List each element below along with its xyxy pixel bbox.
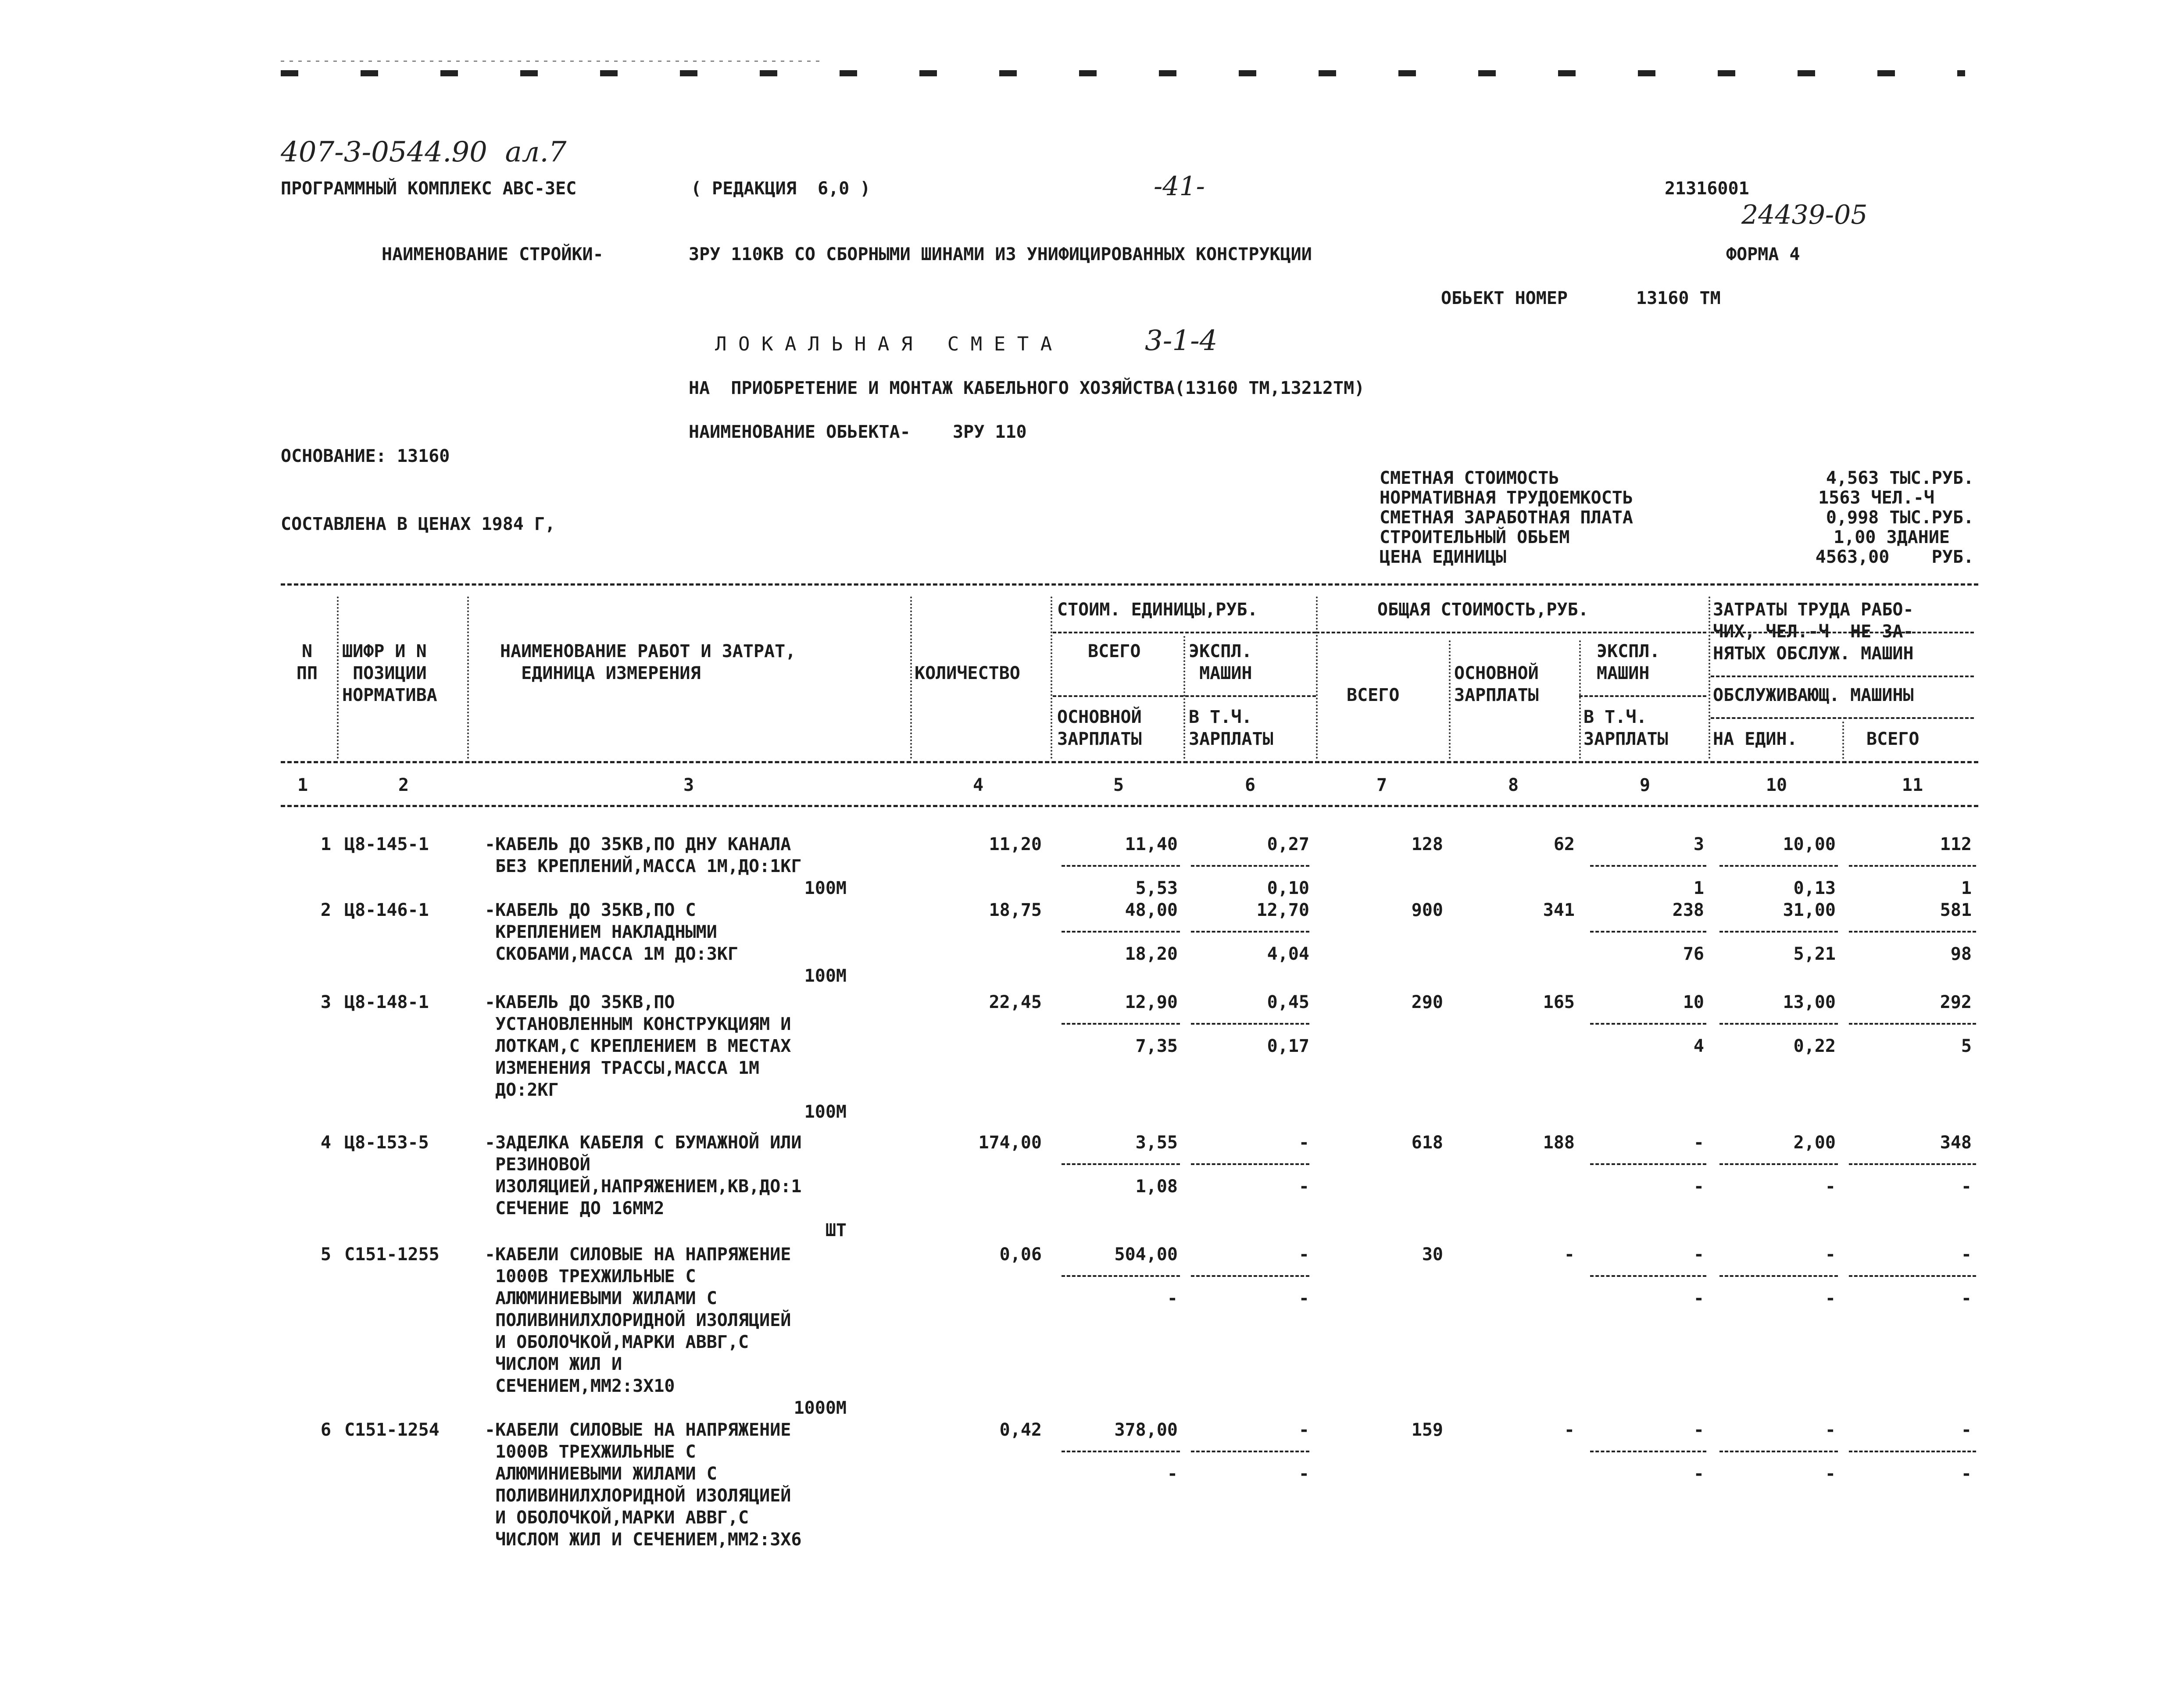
- header-subrule: [1711, 717, 1974, 719]
- row-unit: 100М: [804, 1102, 847, 1122]
- basis: ОСНОВАНИЕ: 13160: [281, 446, 450, 466]
- cell-underline: [1062, 1163, 1180, 1165]
- cell-underline: [1849, 1451, 1976, 1452]
- column-number: 11: [1902, 775, 1923, 795]
- header-unit-cost: СТОИМ. ЕДИНИЦЫ,РУБ.: [1057, 600, 1258, 620]
- header-total-machines: ЭКСПЛ. МАШИН: [1597, 641, 1660, 683]
- row-unit-machines: 0,27: [1267, 834, 1309, 854]
- cell-underline: [1191, 1451, 1309, 1452]
- row-labor-service-unit: -: [1825, 1176, 1836, 1197]
- header-total-base-wage: ОСНОВНОЙ ЗАРПЛАТЫ: [1454, 663, 1539, 705]
- row-code: Ц8-145-1: [344, 834, 429, 854]
- header-col-qty: КОЛИЧЕСТВО: [915, 663, 1020, 683]
- header-total-incl-wage: В Т.Ч. ЗАРПЛАТЫ: [1583, 707, 1668, 749]
- row-unit: ШТ: [825, 1220, 847, 1240]
- summary-value: 4,563 ТЫС.РУБ.: [1826, 468, 1974, 488]
- row-labor-per-unit: 10,00: [1783, 834, 1836, 854]
- column-number-rule: [281, 805, 1978, 807]
- cell-underline: [1062, 1275, 1180, 1277]
- row-labor-total: -: [1961, 1244, 1972, 1265]
- row-total: 128: [1411, 834, 1443, 854]
- cell-underline: [1062, 1023, 1180, 1025]
- row-total-incl-wage: -: [1693, 1288, 1704, 1308]
- header-labor-total: ВСЕГО: [1866, 729, 1919, 749]
- row-code: С151-1254: [344, 1420, 440, 1440]
- header-subrule: [1579, 695, 1706, 697]
- row-labor-per-unit: 13,00: [1783, 992, 1836, 1012]
- document-title: Л О К А Л Ь Н А Я С М Е Т А: [715, 333, 1052, 355]
- row-quantity: 174,00: [978, 1133, 1042, 1153]
- header-unit-total: ВСЕГО: [1088, 641, 1141, 661]
- header-labor-per-unit: НА ЕДИН.: [1713, 729, 1798, 749]
- row-unit-base-wage: 18,20: [1125, 944, 1178, 964]
- row-number: 2: [320, 900, 331, 920]
- row-unit-incl-wage: -: [1298, 1288, 1309, 1308]
- object-number-label: ОБЬЕКТ НОМЕР: [1441, 288, 1568, 308]
- top-perforation: [281, 70, 1965, 76]
- row-unit-base-wage: 5,53: [1135, 878, 1178, 898]
- row-unit-base-wage: 7,35: [1135, 1036, 1178, 1056]
- cell-underline: [1719, 1023, 1838, 1025]
- header-separator: [910, 597, 912, 759]
- header-total-all: ВСЕГО: [1347, 685, 1400, 705]
- row-labor-service-unit: 0,13: [1793, 878, 1836, 898]
- row-labor-service-unit: 0,22: [1793, 1036, 1836, 1056]
- row-total: 159: [1411, 1420, 1443, 1440]
- row-total-base-wage: 165: [1543, 992, 1575, 1012]
- cell-underline: [1719, 1451, 1838, 1452]
- row-total-base-wage: -: [1564, 1244, 1575, 1265]
- row-unit-total: 48,00: [1125, 900, 1178, 920]
- cell-underline: [1191, 931, 1309, 933]
- column-number: 6: [1244, 775, 1256, 795]
- row-unit-machines: -: [1298, 1133, 1309, 1153]
- row-unit-total: 3,55: [1135, 1133, 1178, 1153]
- summary-label: СМЕТНАЯ СТОИМОСТЬ: [1380, 468, 1559, 488]
- row-name: -КАБЕЛИ СИЛОВЫЕ НА НАПРЯЖЕНИЕ 1000В ТРЕХЖИЛЬНЫЕ С АЛЮМИНИЕВЫМИ ЖИЛАМИ С ПОЛИВИНИЛХЛОРИДНОЙ ИЗОЛЯЦИЕЙ И ОБОЛОЧКОЙ,МАРКИ АВВГ,С ЧИСЛОМ ЖИЛ И СЕЧЕНИЕМ,ММ2:3Х10: [485, 1244, 791, 1396]
- header-separator: [1183, 636, 1185, 759]
- program-name: ПРОГРАММНЫЙ КОМПЛЕКС АВС-3ЕС: [281, 179, 577, 199]
- header-separator: [467, 597, 469, 759]
- row-total-base-wage: 341: [1543, 900, 1575, 920]
- row-total: 900: [1411, 900, 1443, 920]
- object-name: НАИМЕНОВАНИЕ ОБЬЕКТА- ЗРУ 110: [689, 422, 1027, 442]
- header-col-name: НАИМЕНОВАНИЕ РАБОТ И ЗАТРАТ, ЕДИНИЦА ИЗМЕРЕНИЯ: [500, 641, 796, 683]
- header-subrule: [1053, 632, 1316, 633]
- cell-underline: [1062, 1451, 1180, 1452]
- row-unit: 100М: [804, 878, 847, 898]
- row-quantity: 0,06: [999, 1244, 1042, 1265]
- header-separator: [1579, 640, 1581, 759]
- summary-value: 4563,00 РУБ.: [1815, 547, 1974, 567]
- header-separator: [1709, 597, 1710, 759]
- row-unit-total: 12,90: [1125, 992, 1178, 1012]
- row-name: -КАБЕЛЬ ДО 35КВ,ПО ДНУ КАНАЛА БЕЗ КРЕПЛЕНИЙ,МАССА 1М,ДО:1КГ: [485, 834, 802, 876]
- row-unit-machines: 0,45: [1267, 992, 1309, 1012]
- row-labor-service-unit: -: [1825, 1464, 1836, 1484]
- column-number: 2: [398, 775, 409, 795]
- column-number: 3: [683, 775, 694, 795]
- row-unit: 100М: [804, 966, 847, 986]
- row-labor-total: 292: [1940, 992, 1972, 1012]
- cell-underline: [1191, 1023, 1309, 1025]
- table-top-rule: [281, 583, 1978, 586]
- header-unit-base-wage: ОСНОВНОЙ ЗАРПЛАТЫ: [1057, 707, 1142, 749]
- header-separator: [1316, 597, 1318, 759]
- cell-underline: [1062, 865, 1180, 867]
- row-total-machines: -: [1693, 1420, 1704, 1440]
- row-name: -КАБЕЛИ СИЛОВЫЕ НА НАПРЯЖЕНИЕ 1000В ТРЕХЖИЛЬНЫЕ С АЛЮМИНИЕВЫМИ ЖИЛАМИ С ПОЛИВИНИЛХЛОРИДНОЙ ИЗОЛЯЦИЕЙ И ОБОЛОЧКОЙ,МАРКИ АВВГ,С ЧИСЛОМ ЖИЛ И СЕЧЕНИЕМ,ММ2:3Х6: [485, 1420, 802, 1550]
- header-unit-incl-wage: В Т.Ч. ЗАРПЛАТЫ: [1189, 707, 1273, 749]
- row-labor-service-unit: -: [1825, 1288, 1836, 1308]
- cell-underline: [1590, 1023, 1706, 1025]
- row-total: 290: [1411, 992, 1443, 1012]
- cell-underline: [1719, 1275, 1838, 1277]
- row-labor-service-total: -: [1961, 1288, 1972, 1308]
- header-unit-machines: ЭКСПЛ. МАШИН: [1189, 641, 1252, 683]
- row-total-base-wage: 188: [1543, 1133, 1575, 1153]
- row-code: Ц8-146-1: [344, 900, 429, 920]
- cell-underline: [1849, 1163, 1976, 1165]
- cell-underline: [1191, 1163, 1309, 1165]
- column-number: 7: [1376, 775, 1387, 795]
- row-total-incl-wage: 4: [1693, 1036, 1704, 1056]
- row-labor-service-total: 98: [1950, 944, 1972, 964]
- row-unit-base-wage: -: [1167, 1464, 1178, 1484]
- cell-underline: [1849, 931, 1976, 933]
- row-unit-total: 378,00: [1114, 1420, 1178, 1440]
- column-number: 5: [1113, 775, 1124, 795]
- summary-label: СМЕТНАЯ ЗАРАБОТНАЯ ПЛАТА: [1380, 508, 1633, 528]
- row-name: -ЗАДЕЛКА КАБЕЛЯ С БУМАЖНОЙ ИЛИ РЕЗИНОВОЙ ИЗОЛЯЦИЕЙ,НАПРЯЖЕНИЕМ,КВ,ДО:1 СЕЧЕНИЕ ДО 16ММ2: [485, 1133, 802, 1219]
- row-total-base-wage: -: [1564, 1420, 1575, 1440]
- prices-year: СОСТАВЛЕНА В ЦЕНАХ 1984 Г,: [281, 514, 556, 534]
- row-total-machines: -: [1693, 1133, 1704, 1153]
- cell-underline: [1191, 1275, 1309, 1277]
- row-unit-total: 504,00: [1114, 1244, 1178, 1265]
- row-unit-incl-wage: 0,17: [1267, 1036, 1309, 1056]
- header-subrule: [1316, 632, 1706, 633]
- row-total-incl-wage: -: [1693, 1176, 1704, 1197]
- row-number: 4: [320, 1133, 331, 1153]
- row-name: -КАБЕЛЬ ДО 35КВ,ПО С КРЕПЛЕНИЕМ НАКЛАДНЫМИ СКОБАМИ,МАССА 1М ДО:3КГ: [485, 900, 738, 964]
- header-separator: [1051, 597, 1052, 759]
- header-labor-service: ОБСЛУЖИВАЮЩ. МАШИНЫ: [1713, 685, 1914, 705]
- row-quantity: 11,20: [989, 834, 1042, 854]
- top-faint-marks: [518, 61, 825, 62]
- row-unit: 1000М: [794, 1398, 847, 1418]
- edition: ( РЕДАКЦИЯ 6,0 ): [691, 179, 871, 199]
- row-code: Ц8-148-1: [344, 992, 429, 1012]
- doc-number: 21316001: [1665, 179, 1749, 199]
- construction-name: ЗРУ 110КВ СО СБОРНЫМИ ШИНАМИ ИЗ УНИФИЦИРОВАННЫХ КОНСТРУКЦИИ: [689, 244, 1312, 265]
- cell-underline: [1590, 1275, 1706, 1277]
- cell-underline: [1062, 931, 1180, 933]
- row-labor-total: 348: [1940, 1133, 1972, 1153]
- header-col-num: N ПП: [296, 641, 318, 683]
- row-total-machines: 238: [1672, 900, 1704, 920]
- header-labor: ЗАТРАТЫ ТРУДА РАБО- ЧИХ, ЧЕЛ.-Ч НЕ ЗА- НЯТЫХ ОБСЛУЖ. МАШИН: [1713, 600, 1914, 664]
- cell-underline: [1849, 865, 1976, 867]
- row-total-machines: -: [1693, 1244, 1704, 1265]
- column-number: 1: [297, 775, 308, 795]
- row-quantity: 18,75: [989, 900, 1042, 920]
- row-labor-per-unit: 31,00: [1783, 900, 1836, 920]
- row-labor-per-unit: 2,00: [1793, 1133, 1836, 1153]
- summary-label: СТРОИТЕЛЬНЫЙ ОБЬЕМ: [1380, 527, 1570, 547]
- top-faint-marks: [281, 61, 544, 62]
- header-separator: [1842, 722, 1844, 759]
- row-name: -КАБЕЛЬ ДО 35КВ,ПО УСТАНОВЛЕННЫМ КОНСТРУКЦИЯМ И ЛОТКАМ,С КРЕПЛЕНИЕМ В МЕСТАХ ИЗМЕНЕНИЯ ТРАССЫ,МАССА 1М ДО:2КГ: [485, 992, 791, 1100]
- row-labor-total: -: [1961, 1420, 1972, 1440]
- construction-label: НАИМЕНОВАНИЕ СТРОЙКИ-: [382, 244, 604, 265]
- row-labor-service-total: -: [1961, 1176, 1972, 1197]
- object-number: 13160 ТМ: [1636, 288, 1721, 308]
- form-label: ФОРМА 4: [1726, 244, 1800, 265]
- row-code: С151-1255: [344, 1244, 440, 1265]
- cell-underline: [1849, 1023, 1976, 1025]
- column-number: 10: [1766, 775, 1787, 795]
- cell-underline: [1719, 1163, 1838, 1165]
- row-total-machines: 3: [1693, 834, 1704, 854]
- column-number: 4: [972, 775, 984, 795]
- row-total: 618: [1411, 1133, 1443, 1153]
- row-unit-base-wage: -: [1167, 1288, 1178, 1308]
- row-total-base-wage: 62: [1553, 834, 1575, 854]
- row-total-machines: 10: [1683, 992, 1704, 1012]
- page-number: -41-: [1154, 171, 1205, 202]
- row-number: 5: [320, 1244, 331, 1265]
- handwritten-number: 24439-05: [1741, 200, 1868, 230]
- header-separator: [337, 597, 339, 759]
- cell-underline: [1590, 865, 1706, 867]
- summary-value: 1563 ЧЕЛ.-Ч: [1818, 488, 1934, 508]
- handwritten-code: 407-3-0544.90 ал.7: [281, 136, 567, 168]
- row-number: 6: [320, 1420, 331, 1440]
- row-unit-base-wage: 1,08: [1135, 1176, 1178, 1197]
- row-labor-per-unit: -: [1825, 1244, 1836, 1265]
- cell-underline: [1590, 1451, 1706, 1452]
- row-labor-service-total: 1: [1961, 878, 1972, 898]
- row-quantity: 22,45: [989, 992, 1042, 1012]
- column-number: 8: [1508, 775, 1519, 795]
- row-total-incl-wage: -: [1693, 1464, 1704, 1484]
- row-total: 30: [1422, 1244, 1443, 1265]
- header-total-cost: ОБЩАЯ СТОИМОСТЬ,РУБ.: [1377, 600, 1589, 620]
- handwritten-title-suffix: 3-1-4: [1145, 325, 1218, 357]
- row-labor-per-unit: -: [1825, 1420, 1836, 1440]
- row-labor-service-unit: 5,21: [1793, 944, 1836, 964]
- row-total-incl-wage: 76: [1683, 944, 1704, 964]
- row-number: 3: [320, 992, 331, 1012]
- cell-underline: [1719, 931, 1838, 933]
- row-quantity: 0,42: [999, 1420, 1042, 1440]
- row-code: Ц8-153-5: [344, 1133, 429, 1153]
- row-labor-service-total: 5: [1961, 1036, 1972, 1056]
- column-number: 9: [1639, 775, 1651, 795]
- summary-value: 1,00 ЗДАНИЕ: [1834, 527, 1950, 547]
- summary-label: НОРМАТИВНАЯ ТРУДОЕМКОСТЬ: [1380, 488, 1633, 508]
- row-unit-incl-wage: 0,10: [1267, 878, 1309, 898]
- summary-value: 0,998 ТЫС.РУБ.: [1826, 508, 1974, 528]
- cell-underline: [1849, 1275, 1976, 1277]
- header-subrule: [1711, 676, 1974, 677]
- row-unit-incl-wage: -: [1298, 1464, 1309, 1484]
- row-unit-machines: 12,70: [1256, 900, 1309, 920]
- row-labor-service-total: -: [1961, 1464, 1972, 1484]
- row-labor-total: 581: [1940, 900, 1972, 920]
- row-unit-incl-wage: -: [1298, 1176, 1309, 1197]
- row-unit-total: 11,40: [1125, 834, 1178, 854]
- summary-label: ЦЕНА ЕДИНИЦЫ: [1380, 547, 1506, 567]
- row-labor-total: 112: [1940, 834, 1972, 854]
- header-separator: [1449, 640, 1451, 759]
- cell-underline: [1719, 865, 1838, 867]
- row-unit-machines: -: [1298, 1420, 1309, 1440]
- row-unit-incl-wage: 4,04: [1267, 944, 1309, 964]
- row-total-incl-wage: 1: [1693, 878, 1704, 898]
- row-number: 1: [320, 834, 331, 854]
- header-col-code: ШИФР И N ПОЗИЦИИ НОРМАТИВА: [342, 641, 437, 705]
- cell-underline: [1590, 1163, 1706, 1165]
- cell-underline: [1191, 865, 1309, 867]
- row-unit-machines: -: [1298, 1244, 1309, 1265]
- cell-underline: [1590, 931, 1706, 933]
- document-subtitle: НА ПРИОБРЕТЕНИЕ И МОНТАЖ КАБЕЛЬНОГО ХОЗЯЙСТВА(13160 ТМ,13212ТМ): [689, 378, 1365, 398]
- header-bottom-rule: [281, 761, 1978, 763]
